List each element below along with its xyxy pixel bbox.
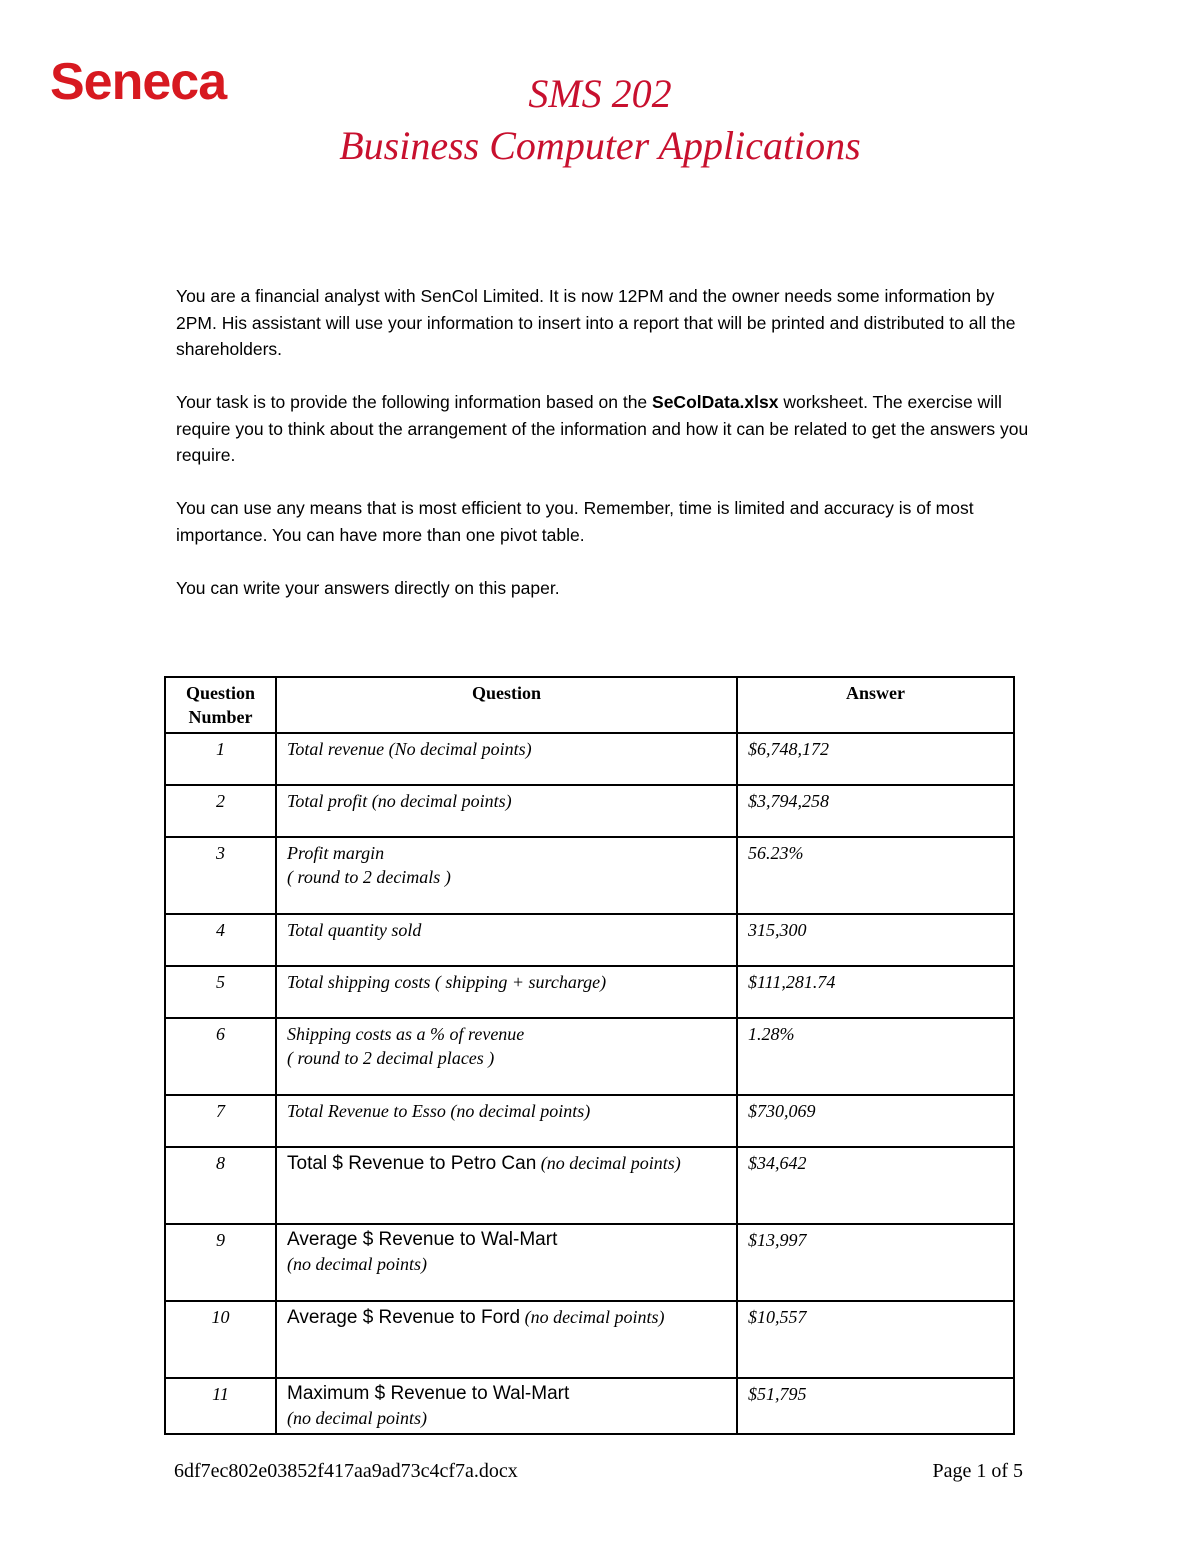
question-number: 4 xyxy=(165,914,276,966)
question-number: 10 xyxy=(165,1301,276,1378)
question-text: Maximum $ Revenue to Wal-Mart (no decimal points) xyxy=(276,1378,737,1434)
footer-filename: 6df7ec802e03852f417aa9ad73c4cf7a.docx xyxy=(174,1460,518,1482)
table-row xyxy=(165,733,1014,785)
question-text: Total shipping costs ( shipping + surcharge) xyxy=(276,966,737,1018)
question-number: 5 xyxy=(165,966,276,1018)
question-text: Shipping costs as a % of revenue ( round to 2 decimal places ) xyxy=(276,1018,737,1095)
table-row xyxy=(165,1301,1014,1378)
question-text: Total Revenue to Esso (no decimal points) xyxy=(276,1095,737,1147)
question-text: Average $ Revenue to Wal-Mart (no decimal points) xyxy=(276,1224,737,1301)
table-row xyxy=(165,1018,1014,1095)
table-row xyxy=(165,837,1014,914)
answer-cell[interactable]: $111,281.74 xyxy=(737,966,1014,1018)
question-number: 2 xyxy=(165,785,276,837)
answer-cell[interactable]: 315,300 xyxy=(737,914,1014,966)
table-row xyxy=(165,785,1014,837)
answer-cell[interactable]: 1.28% xyxy=(737,1018,1014,1095)
table-row xyxy=(165,1147,1014,1224)
answer-cell[interactable]: $3,794,258 xyxy=(737,785,1014,837)
question-number: 7 xyxy=(165,1095,276,1147)
answer-cell[interactable]: $34,642 xyxy=(737,1147,1014,1224)
header-question: Question xyxy=(276,677,737,733)
answer-cell[interactable]: $13,997 xyxy=(737,1224,1014,1301)
header-question-number: Question Number xyxy=(165,677,276,733)
intro-paragraph-2: Your task is to provide the following information based on the SeColData.xlsx worksheet. The exercise will require you to think about the arrangement of the information and how it can be related to get the answers you require. xyxy=(176,392,1029,465)
question-text: Profit margin ( round to 2 decimals ) xyxy=(276,837,737,914)
table-row xyxy=(165,966,1014,1018)
question-number: 8 xyxy=(165,1147,276,1224)
course-code: SMS 202 xyxy=(528,71,672,116)
table-header-row xyxy=(165,677,1014,733)
header-answer: Answer xyxy=(737,677,1014,733)
question-number: 6 xyxy=(165,1018,276,1095)
table-row xyxy=(165,1378,1014,1434)
intro-paragraph-1: You are a financial analyst with SenCol Limited. It is now 12PM and the owner needs some information by 2PM. His assistant will use your information to insert into a report that will be printed and distributed to all the shareholders. xyxy=(176,286,1016,359)
footer-page-number: Page 1 of 5 xyxy=(932,1460,1023,1482)
question-text: Total revenue (No decimal points) xyxy=(276,733,737,785)
seneca-logo: Seneca xyxy=(50,53,227,111)
course-title: Business Computer Applications xyxy=(339,123,861,168)
answer-cell[interactable]: $6,748,172 xyxy=(737,733,1014,785)
data-file-name: SeColData.xlsx xyxy=(652,392,779,412)
question-number: 9 xyxy=(165,1224,276,1301)
questions-table xyxy=(164,676,1015,1435)
question-text: Total $ Revenue to Petro Can (no decimal points) xyxy=(276,1147,737,1224)
question-text: Total profit (no decimal points) xyxy=(276,785,737,837)
question-text: Total quantity sold xyxy=(276,914,737,966)
table-row xyxy=(165,914,1014,966)
question-number: 11 xyxy=(165,1378,276,1434)
instructions xyxy=(176,283,1036,628)
question-number: 3 xyxy=(165,837,276,914)
answer-cell[interactable]: 56.23% xyxy=(737,837,1014,914)
table-row xyxy=(165,1224,1014,1301)
intro-paragraph-4: You can write your answers directly on this paper. xyxy=(176,577,560,598)
table-row xyxy=(165,1095,1014,1147)
answer-cell[interactable]: $730,069 xyxy=(737,1095,1014,1147)
answer-cell[interactable]: $51,795 xyxy=(737,1378,1014,1434)
question-text: Average $ Revenue to Ford (no decimal points) xyxy=(276,1301,737,1378)
answer-cell[interactable]: $10,557 xyxy=(737,1301,1014,1378)
question-number: 1 xyxy=(165,733,276,785)
intro-paragraph-3: You can use any means that is most efficient to you. Remember, time is limited and accuracy is of most importance. You can have more than one pivot table. xyxy=(176,498,974,545)
